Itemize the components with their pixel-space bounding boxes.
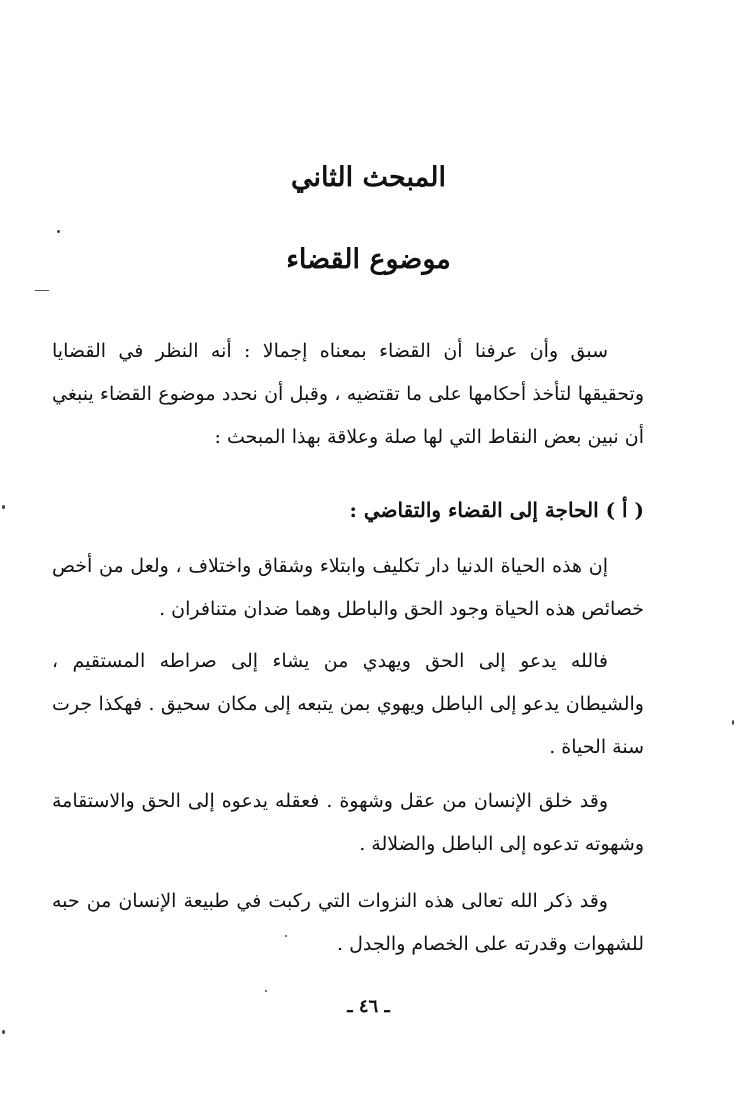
scan-speck <box>732 720 734 725</box>
paragraph-2: فالله يدعو إلى الحق ويهدي من يشاء إلى صراطه المستقيم ، والشيطان يدعو إلى الباطل ويهوي بمن يتبعه إلى مكان سحيق . فهكذا جرت سنة الحياة . <box>52 650 644 758</box>
scan-speck <box>57 230 60 233</box>
scan-speck <box>2 505 5 509</box>
scan-speck <box>2 1030 5 1034</box>
section-title: موضوع القضاء <box>286 244 451 275</box>
scan-mark <box>35 290 49 291</box>
paragraph-3: وقد خلق الإنسان من عقل وشهوة . فعقله يدعوه إلى الحق والاستقامة وشهوته تدعوه إلى الباطل والضلالة . <box>52 790 644 855</box>
scan-speck <box>265 990 267 992</box>
intro-paragraph: سبق وأن عرفنا أن القضاء بمعناه إجمالا : أنه النظر في القضايا وتحقيقها لتأخذ أحكامها على ما تقتضيه ، وقبل أن نحدد موضوع القضاء ينبغي أن نبين بعض النقاط التي لها صلة وعلاقة بهذا المبحث : <box>52 340 644 448</box>
paragraph-4: وقد ذكر الله تعالى هذه النزوات التي ركبت في طبيعة الإنسان من حبه للشهوات وقدرته على الخصام والجدل . <box>52 890 644 955</box>
chapter-title: المبحث الثاني <box>291 162 446 193</box>
page-number: ـ ٤٦ ـ <box>347 996 390 1017</box>
scan-speck <box>285 935 287 937</box>
paragraph-1: إن هذه الحياة الدنيا دار تكليف وابتلاء وشقاق واختلاف ، ولعل من أخص خصائص هذه الحياة وجود الحق والباطل وهما ضدان متنافران . <box>52 555 644 620</box>
subheading: ( أ ) الحاجة إلى القضاء والتقاضي : <box>349 498 644 522</box>
